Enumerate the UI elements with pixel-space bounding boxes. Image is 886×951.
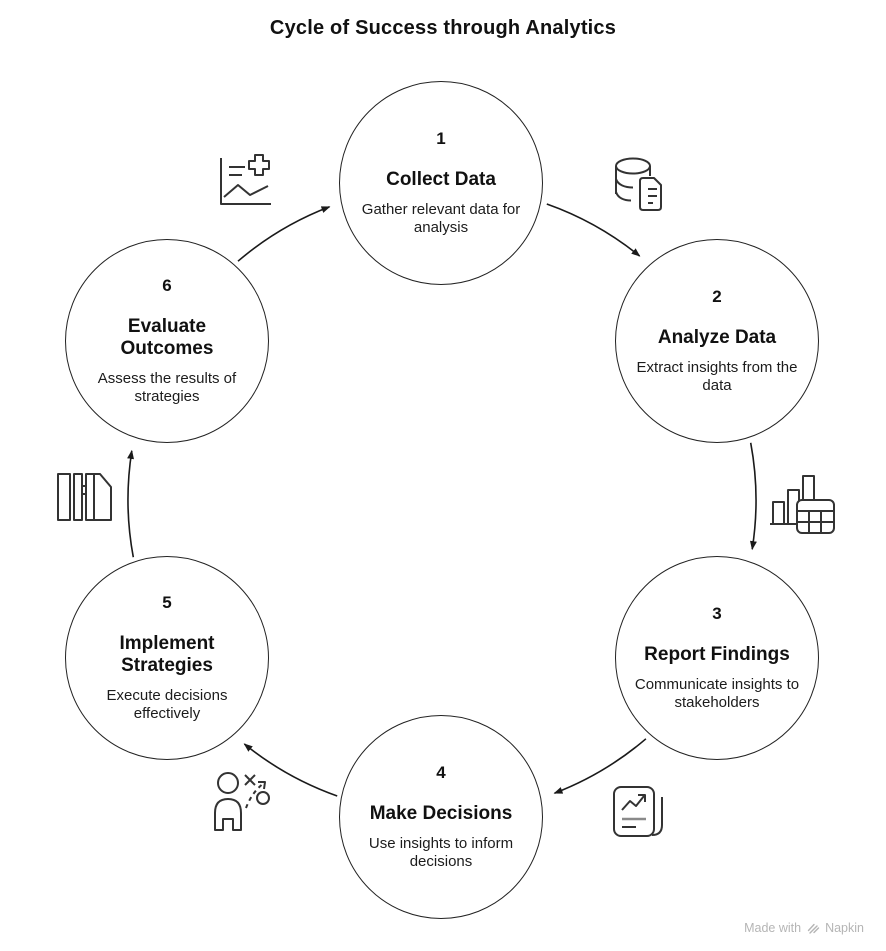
step-title: Analyze Data — [657, 326, 777, 348]
step-description: Execute decisions effectively — [106, 687, 228, 723]
watermark-brand: Napkin — [825, 921, 864, 935]
watermark — [744, 921, 864, 935]
arrow-1-to-2 — [547, 204, 640, 256]
arrow-2-to-3 — [751, 443, 756, 549]
arrow-6-to-1 — [238, 207, 330, 261]
step-number: 1 — [436, 128, 446, 148]
step-title: Collect Data — [386, 168, 496, 190]
step-description: Extract insights from the data — [636, 359, 798, 395]
step-node-6 — [65, 239, 269, 443]
step-number: 3 — [712, 603, 722, 623]
step-title: Evaluate Outcomes — [120, 315, 214, 359]
step-node-2 — [615, 239, 819, 443]
step-node-5 — [65, 556, 269, 760]
step-number: 4 — [436, 762, 446, 782]
report-scroll-icon — [614, 787, 662, 836]
arrow-5-to-6 — [128, 451, 133, 557]
step-description: Gather relevant data for analysis — [361, 201, 521, 237]
arrow-3-to-4 — [555, 739, 646, 793]
step-description: Assess the results of strategies — [97, 370, 237, 406]
step-number: 6 — [162, 275, 172, 295]
watermark-prefix: Made with — [744, 921, 802, 935]
step-title: Report Findings — [644, 643, 790, 665]
step-description: Communicate insights to stakeholders — [634, 676, 800, 712]
chart-plus-icon — [221, 155, 271, 204]
step-node-1 — [339, 81, 543, 285]
step-description: Use insights to inform decisions — [368, 835, 514, 871]
person-strategy-icon — [215, 773, 269, 830]
step-number: 5 — [162, 592, 172, 612]
step-title: Implement Strategies — [119, 632, 215, 676]
step-number: 2 — [712, 286, 722, 306]
books-icon — [58, 474, 111, 520]
bar-chart-table-icon — [770, 476, 834, 533]
arrow-4-to-5 — [244, 744, 337, 796]
napkin-logo-icon — [806, 922, 820, 934]
page-title: Cycle of Success through Analytics — [269, 17, 617, 39]
step-node-3 — [615, 556, 819, 760]
database-document-icon — [616, 159, 661, 211]
step-title: Make Decisions — [369, 802, 513, 824]
step-node-4 — [339, 715, 543, 919]
